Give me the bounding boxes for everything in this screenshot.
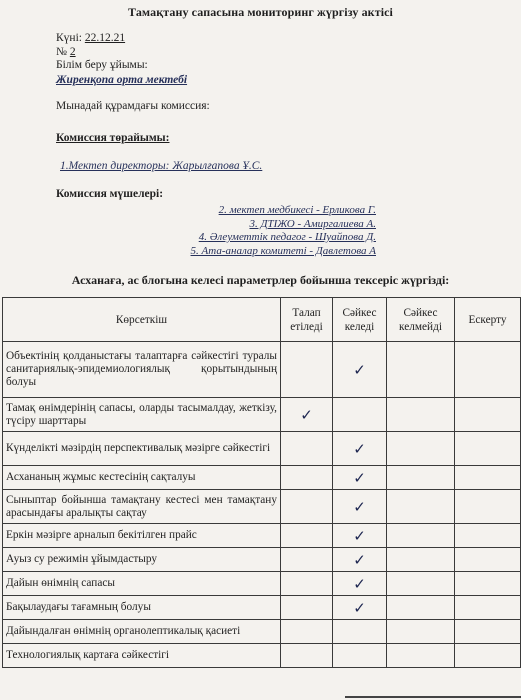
cell-note: [455, 342, 521, 398]
check-mark-icon: ✓: [353, 468, 366, 487]
member-item: 4. Әлеуметтік педагог - Шуайпова Д.: [198, 231, 376, 243]
cell-required: [281, 342, 333, 398]
check-mark-icon: ✓: [353, 550, 366, 569]
indicator-cell: Күнделікті мәзірдің перспективалық мәзірге сәйкестігі: [3, 432, 281, 466]
cell-not-complies: [387, 466, 455, 490]
date-value: 22.12.21: [84, 32, 126, 44]
checks-heading: Асханаға, ас блогына келесі параметрлер бойынша тексеріс жүргізді:: [71, 273, 450, 287]
check-mark-icon: ✓: [353, 439, 366, 458]
table-header-row: [3, 298, 521, 342]
cell-not-complies: [387, 596, 455, 620]
check-mark-icon: ✓: [353, 526, 366, 545]
cell-not-complies: [387, 644, 455, 668]
table-row: [3, 466, 521, 490]
date-label: Күні:: [56, 32, 82, 44]
document-title: Тамақтану сапасына мониторинг жүргізу актісі: [128, 5, 393, 19]
cell-note: [455, 644, 521, 668]
org-value: Жиренқопа орта мектебі: [56, 74, 188, 86]
cell-note: [455, 466, 521, 490]
members-heading: Комиссия мүшелері:: [56, 188, 164, 200]
cell-required: [281, 548, 333, 572]
table-row: [3, 490, 521, 524]
cell-required: [281, 490, 333, 524]
table-row: [3, 398, 521, 432]
indicator-cell: Еркін мәзірге арналып бекітілген прайс: [3, 524, 281, 548]
cell-not-complies: [387, 572, 455, 596]
indicator-cell: Тамақ өнімдерінің сапасы, оларды тасымалдау, жеткізу, түсіру шарттары: [3, 398, 281, 432]
cell-not-complies: [387, 620, 455, 644]
bottom-rule: [345, 696, 521, 698]
chair-heading: Комиссия төрайымы:: [56, 132, 170, 144]
chair-value: 1.Мектеп директоры: Жарылғапова Ұ.С.: [60, 160, 263, 172]
number-line: [56, 46, 76, 58]
cell-complies: [333, 620, 387, 644]
header-complies: Сәйкес келеді: [333, 298, 387, 342]
table-row: [3, 342, 521, 398]
org-label: Білім беру ұйымы:: [56, 59, 148, 71]
cell-complies: [333, 644, 387, 668]
indicator-cell: Сыныптар бойынша тамақтану кестесі мен тамақтану арасындағы аралықты сақтау: [3, 490, 281, 524]
number-label: №: [56, 46, 67, 58]
header-note: Ескерту: [455, 298, 521, 342]
check-mark-icon: ✓: [353, 574, 366, 593]
cell-required: [281, 644, 333, 668]
cell-note: [455, 572, 521, 596]
cell-not-complies: [387, 342, 455, 398]
date-line: [56, 32, 125, 44]
table-row: [3, 644, 521, 668]
member-item: 2. мектеп медбикесі - Ерликова Г.: [218, 204, 376, 216]
indicator-cell: Бақылаудағы тағамның болуы: [3, 596, 281, 620]
header-not-complies: Сәйкес келмейді: [387, 298, 455, 342]
indicator-cell: Дайындалған өнімнің органолептикалық қасиеті: [3, 620, 281, 644]
cell-not-complies: [387, 490, 455, 524]
cell-required: [281, 398, 333, 432]
cell-required: [281, 466, 333, 490]
table-row: [3, 620, 521, 644]
cell-complies: [333, 548, 387, 572]
check-mark-icon: ✓: [300, 405, 313, 424]
commission-intro: Мынадай құрамдағы комиссия:: [56, 100, 210, 112]
check-mark-icon: ✓: [353, 360, 366, 379]
cell-not-complies: [387, 524, 455, 548]
cell-not-complies: [387, 548, 455, 572]
cell-note: [455, 524, 521, 548]
cell-not-complies: [387, 398, 455, 432]
cell-note: [455, 596, 521, 620]
cell-not-complies: [387, 432, 455, 466]
cell-required: [281, 432, 333, 466]
header-indicator: Көрсеткіш: [3, 298, 281, 342]
number-value: 2: [69, 46, 76, 58]
cell-required: [281, 596, 333, 620]
check-mark-icon: ✓: [353, 497, 366, 516]
cell-note: [455, 620, 521, 644]
cell-required: [281, 572, 333, 596]
members-list: [191, 204, 376, 258]
cell-note: [455, 398, 521, 432]
cell-complies: [333, 432, 387, 466]
table-row: [3, 524, 521, 548]
cell-complies: [333, 466, 387, 490]
member-item: 3. ДТІЖО - Амиргалиева А.: [249, 217, 376, 230]
cell-complies: [333, 524, 387, 548]
monitoring-table: [2, 297, 521, 668]
cell-note: [455, 432, 521, 466]
cell-complies: [333, 490, 387, 524]
member-item: 5. Ата-аналар комитеті - Давлетова А: [190, 244, 376, 257]
check-mark-icon: ✓: [353, 598, 366, 617]
cell-complies: [333, 342, 387, 398]
table-row: [3, 548, 521, 572]
cell-required: [281, 524, 333, 548]
table-row: [3, 596, 521, 620]
indicator-cell: Дайын өнімнің сапасы: [3, 572, 281, 596]
table-row: [3, 432, 521, 466]
header-required: Талап етіледі: [281, 298, 333, 342]
cell-complies: [333, 398, 387, 432]
cell-complies: [333, 572, 387, 596]
cell-note: [455, 490, 521, 524]
cell-complies: [333, 596, 387, 620]
cell-note: [455, 548, 521, 572]
table-row: [3, 572, 521, 596]
indicator-cell: Асхананың жұмыс кестесінің сақталуы: [3, 466, 281, 490]
indicator-cell: Объектінің қолданыстағы талаптарға сәйкестігі туралы санитариялық-эпидемиологиялық қорытындының болуы: [3, 342, 281, 398]
cell-required: [281, 620, 333, 644]
indicator-cell: Ауыз су режимін ұйымдастыру: [3, 548, 281, 572]
indicator-cell: Технологиялық картаға сәйкестігі: [3, 644, 281, 668]
